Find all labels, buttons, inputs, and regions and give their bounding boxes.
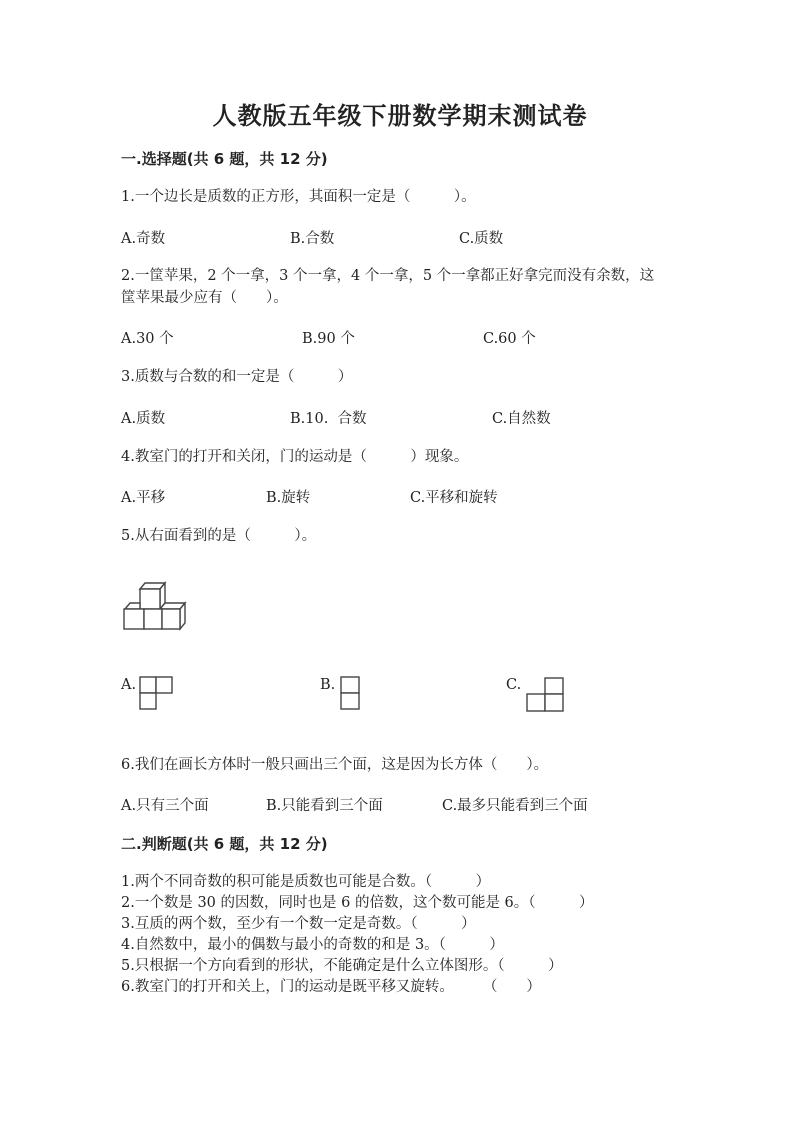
judgment-item-3: 3.互质的两个数，至少有一个数一定是奇数。（ ） (121, 916, 476, 932)
judgment-item-6: 6.教室门的打开和关上，门的运动是既平移又旋转。 （ ） (121, 979, 541, 995)
q5-option-b: B. (320, 677, 336, 693)
question-1: 1.一个边长是质数的正方形，其面积一定是（ ）。 (121, 189, 476, 205)
judgment-item-2: 2.一个数是 30 的因数，同时也是 6 的倍数，这个数可能是 6。（ ） (121, 895, 594, 911)
q3-option-c: C.自然数 (492, 411, 551, 427)
q2-option-c: C.60 个 (483, 331, 536, 347)
q2-option-a: A.30 个 (121, 331, 174, 347)
question-6: 6.我们在画长方体时一般只画出三个面，这是因为长方体（ ）。 (121, 757, 549, 773)
q1-option-b: B.合数 (290, 231, 335, 247)
q5-option-a: A. (121, 677, 137, 693)
q4-option-a: A.平移 (121, 490, 166, 506)
q1-option-a: A.奇数 (121, 231, 166, 247)
judgment-item-4: 4.自然数中，最小的偶数与最小的奇数的和是 3。（ ） (121, 937, 504, 953)
q6-option-b: B.只能看到三个面 (266, 798, 383, 814)
judgment-item-5: 5.只根据一个方向看到的形状，不能确定是什么立体图形。（ ） (121, 958, 563, 974)
section-heading-judgment: 二.判断题(共 6 题，共 12 分) (121, 835, 328, 853)
q5-option-c-figure (523, 676, 565, 714)
question-2: 2.一筐苹果，2 个一拿，3 个一拿，4 个一拿，5 个一拿都正好拿完而没有余数，这筐苹果最少应有（ ）。 (121, 268, 655, 306)
question-5: 5.从右面看到的是（ ）。 (121, 528, 317, 544)
q4-option-c: C.平移和旋转 (410, 490, 498, 506)
q2-option-b: B.90 个 (302, 331, 355, 347)
section-heading-choice: 一.选择题(共 6 题，共 12 分) (121, 150, 328, 168)
judgment-item-1: 1.两个不同奇数的积可能是质数也可能是合数。（ ） (121, 874, 491, 890)
q1-option-c: C.质数 (459, 231, 504, 247)
q6-option-a: A.只有三个面 (121, 798, 209, 814)
question-3: 3.质数与合数的和一定是（ ） (121, 369, 353, 385)
q6-option-c: C.最多只能看到三个面 (442, 798, 588, 814)
q3-option-b: B.10. 合数 (290, 411, 367, 427)
q5-option-c: C. (506, 677, 522, 693)
q5-option-a-figure (138, 675, 176, 711)
q3-option-a: A.质数 (121, 411, 166, 427)
q5-option-b-figure (339, 675, 361, 711)
question-4: 4.教室门的打开和关闭，门的运动是（ ）现象。 (121, 449, 469, 465)
cube-stack-figure (120, 580, 190, 632)
page-title: 人教版五年级下册数学期末测试卷 (212, 102, 588, 130)
q4-option-b: B.旋转 (266, 490, 311, 506)
